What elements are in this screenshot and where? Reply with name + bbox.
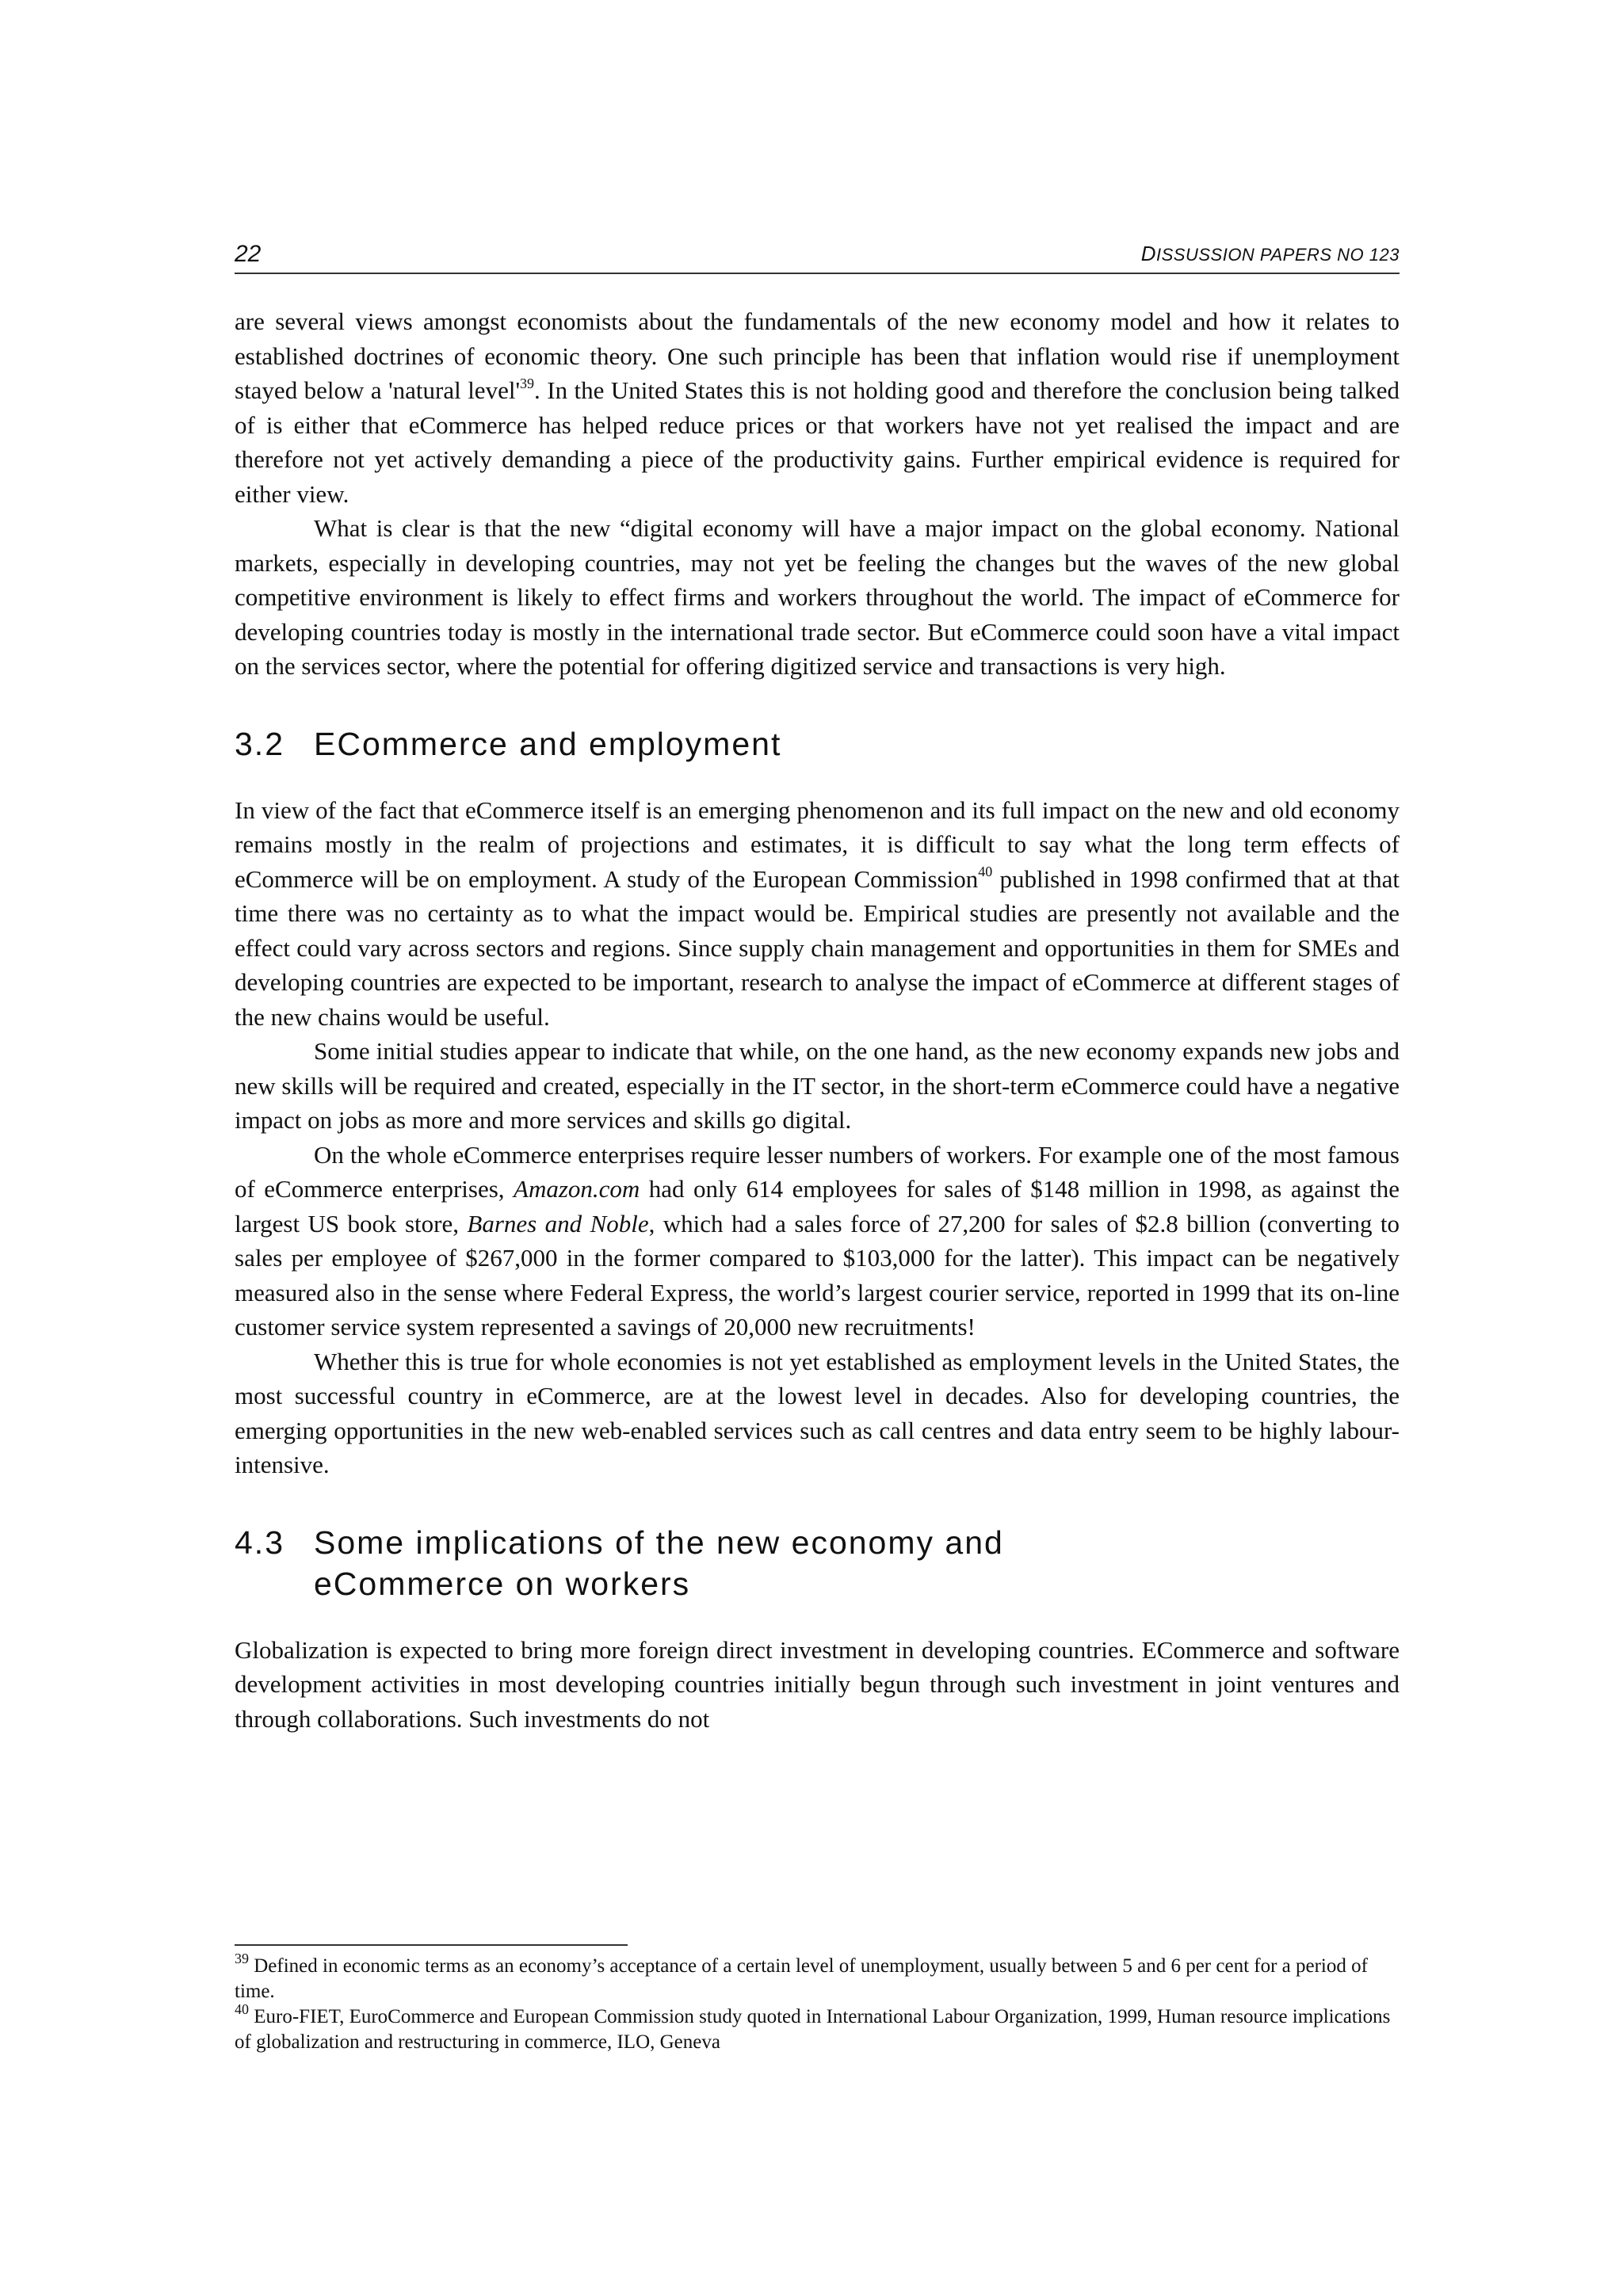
company-name: Amazon.com [514,1175,640,1203]
footnote-40 [235,2000,1400,2055]
footnote-ref-40: 40 [978,864,993,880]
section-title-line1: Some implications of the new economy and [314,1524,1004,1561]
footnote-number: 39 [235,1950,249,1966]
footnote-divider [235,1944,628,1946]
paragraph: Whether this is true for whole economies is not yet established as employment levels in the United States, the most successful country in eCommerce, are at the lowest level in decades. Also for developing countries, the emerging opportunities in the new web-enabled services such as call centres and data entry seem to be highly labour-intensive. [235,1347,1400,1478]
running-title-initial: D [1140,242,1157,265]
company-name: Barnes and Noble [467,1209,649,1238]
paragraph [235,304,1400,511]
paragraph: Globalization is expected to bring more foreign direct investment in developing countries. ECommerce and software development activities in most developing countries initially begun through such investment in joint ventures and through collaborations. Such investments do not [235,1635,1400,1733]
paragraph-text: are several views amongst economists about the fundamentals of the new economy model and how it relates to established doctrines of economic theory. One such principle has been that inflation would rise if unemployment stayed below a 'natural level' [235,307,1400,404]
section-number: 3.2 [235,725,285,762]
footnote-text: Defined in economic terms as an economy’s acceptance of a certain level of unemployment, usually between 5 and 6 per cent for a period of time. [235,1955,1368,2002]
footnotes [235,1950,1400,2055]
footnote-number: 40 [235,2000,249,2017]
section-heading-3-2 [235,723,1400,765]
body-text [235,304,1400,1736]
paragraph-text: published in 1998 confirmed that at that time there was no certainty as to what the impact would be. Empirical studies are presently not available and the effect could vary across sectors and regions. Since supply chain management and opportunities in them for SMEs and developing countries are expected to be important, research to analyse the impact of eCommerce at different stages of the new chains would be useful. [235,864,1400,1031]
paragraph-text: On the whole eCommerce enterprises require lesser numbers of workers. For example one of the most famous of eCommerce enterprises, [235,1140,1400,1203]
section-title: ECommerce and employment [314,725,782,762]
paragraph-text: . In the United States this is not holding good and therefore the conclusion being talked of is either that eCommerce has helped reduce prices or that workers have not yet realised the impact and are therefore not yet actively demanding a piece of the productivity gains. Further empirical evidence is required for either view. [235,376,1400,508]
running-title [1141,242,1400,266]
paragraph [235,1138,1400,1344]
section-heading-4-3 [235,1522,1400,1604]
paragraph [235,793,1400,1035]
paragraph-text: In view of the fact that eCommerce itself is an emerging phenomenon and its full impact on the new and old economy remains mostly in the realm of projections and estimates, it is difficult to say what the long term effects of eCommerce will be on employment. A study of the European Commission [235,795,1400,893]
paragraph-text: , which had a sales force of 27,200 for sales of $2.8 billion (converting to sales per employee of $267,000 in the former compared to $103,000 for the latter). This impact can be negatively measured also in the sense where Federal Express, the world’s largest courier service, reported in 1999 that its on-line customer service system represented a savings of 20,000 new recruitments! [235,1209,1400,1341]
paragraph-text: had only 614 employees for sales of $148 million in 1998, as against the largest US book store, [235,1175,1400,1238]
footnote-39 [235,1950,1400,2004]
page-number: 22 [235,241,262,267]
footnote-text: Euro-FIET, EuroCommerce and European Commission study quoted in International Labour Organization, 1999, Human resource implications of globalization and restructuring in commerce, ILO, Geneva [235,2006,1391,2053]
section-title-line2: eCommerce on workers [314,1565,691,1602]
paragraph: What is clear is that the new “digital economy will have a major impact on the global economy. National markets, especially in developing countries, may not yet be feeling the changes but the waves of the new global competitive environment is likely to effect firms and workers throughout the world. The impact of eCommerce for developing countries today is mostly in the international trade sector. But eCommerce could soon have a vital impact on the services sector, where the potential for offering digitized service and transactions is very high. [235,514,1400,680]
footnote-ref-39: 39 [520,375,535,391]
section-number: 4.3 [235,1524,285,1561]
page-header [235,238,1400,274]
running-title-rest: ISSUSSION PAPERS NO 123 [1156,245,1400,265]
paragraph: Some initial studies appear to indicate that while, on the one hand, as the new economy expands new jobs and new skills will be required and created, especially in the IT sector, in the short-term eCommerce could have a negative impact on jobs as more and more services and skills go digital. [235,1037,1400,1134]
